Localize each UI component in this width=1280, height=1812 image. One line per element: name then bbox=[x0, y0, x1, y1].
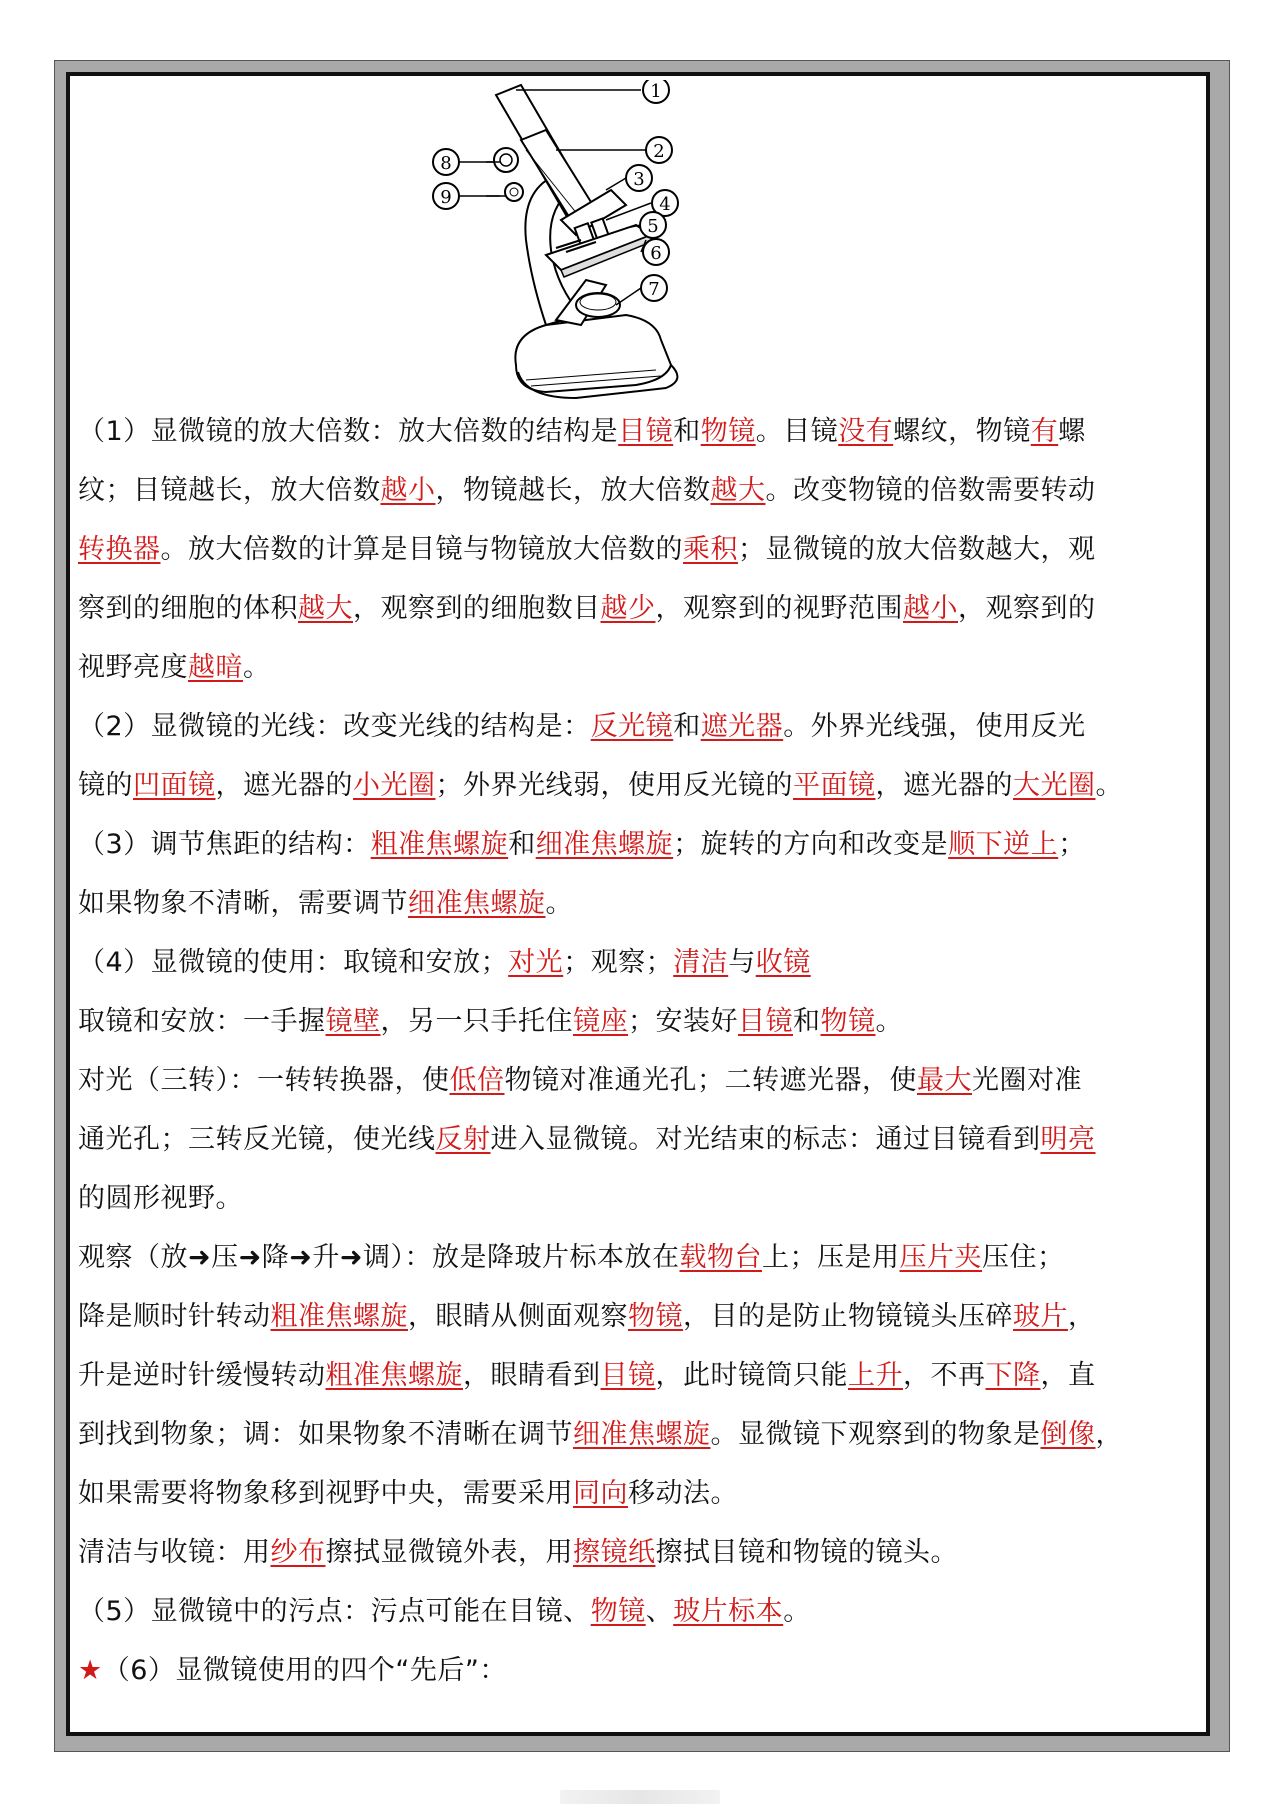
body-text: （6）显微镜使用的四个“先后”： bbox=[102, 1655, 507, 1686]
label-6 bbox=[643, 239, 669, 265]
body-text: 螺纹，物镜 bbox=[893, 416, 1031, 447]
section-3-line-1 bbox=[78, 815, 1206, 874]
answer-text: 反光镜 bbox=[590, 711, 674, 742]
answer-text: 对光 bbox=[508, 947, 564, 978]
section-2-line-2 bbox=[78, 756, 1206, 815]
body-text: ，此时镜筒只能 bbox=[655, 1360, 848, 1391]
answer-text: 粗准焦螺旋 bbox=[270, 1301, 408, 1332]
answer-text: 收镜 bbox=[755, 947, 811, 978]
body-text: 镜的 bbox=[78, 770, 133, 801]
microscope-diagram bbox=[486, 80, 786, 410]
body-text: ，遮光器的 bbox=[875, 770, 1013, 801]
body-text: 。外界光线强，使用反光 bbox=[783, 711, 1086, 742]
section-4-line-9 bbox=[78, 1405, 1206, 1464]
answer-text: 镜座 bbox=[573, 1006, 628, 1037]
answer-text: 玻片 bbox=[1013, 1301, 1068, 1332]
answer-text: 纱布 bbox=[270, 1537, 326, 1568]
body-text: ；观察； bbox=[563, 947, 674, 978]
label-2 bbox=[646, 137, 672, 163]
answer-text: 平面镜 bbox=[793, 770, 876, 801]
body-text: 的圆形视野。 bbox=[78, 1183, 243, 1214]
section-4-line-6 bbox=[78, 1228, 1206, 1287]
body-text: 光圈对准 bbox=[972, 1065, 1082, 1096]
body-text: 通光孔；三转反光镜，使光线 bbox=[78, 1124, 436, 1155]
body-text: 降是顺时针转动 bbox=[78, 1301, 271, 1332]
body-text: ， bbox=[1095, 1419, 1123, 1450]
answer-text: 同向 bbox=[573, 1478, 628, 1509]
section-4-line-10 bbox=[78, 1464, 1206, 1523]
body-text: ；安装好 bbox=[628, 1006, 738, 1037]
answer-text: 最大 bbox=[917, 1065, 972, 1096]
answer-text: 物镜 bbox=[590, 1596, 646, 1627]
label-7 bbox=[641, 275, 667, 301]
answer-text: 镜壁 bbox=[325, 1006, 381, 1037]
body-text: 如果需要将物象移到视野中央，需要采用 bbox=[78, 1478, 573, 1509]
body-text: 擦拭显微镜外表，用 bbox=[325, 1537, 573, 1568]
answer-text: 细准焦螺旋 bbox=[535, 829, 674, 860]
section-1-line-5 bbox=[78, 638, 1206, 697]
body-text: ，遮光器的 bbox=[215, 770, 353, 801]
body-text: 和 bbox=[673, 711, 701, 742]
body-text: 升是逆时针缓慢转动 bbox=[78, 1360, 326, 1391]
answer-text: 凹面镜 bbox=[133, 770, 216, 801]
answer-text: 细准焦螺旋 bbox=[408, 888, 546, 919]
body-text: ；显微镜的放大倍数越大，观 bbox=[738, 534, 1096, 565]
body-text: 上；压是用 bbox=[762, 1242, 900, 1273]
body-text: 移动法。 bbox=[628, 1478, 738, 1509]
answer-text: 大光圈 bbox=[1013, 770, 1096, 801]
body-text: ，眼睛看到 bbox=[463, 1360, 601, 1391]
body-text: 观察（放➜压➜降➜升➜调）：放是降玻片标本放在 bbox=[78, 1242, 680, 1273]
svg-text:1: 1 bbox=[650, 81, 662, 102]
body-text: ， bbox=[1068, 1301, 1096, 1332]
body-text: ；外界光线弱，使用反光镜的 bbox=[435, 770, 793, 801]
body-text: 如果物象不清晰，需要调节 bbox=[78, 888, 408, 919]
answer-text: 越暗 bbox=[188, 652, 243, 683]
answer-text: 细准焦螺旋 bbox=[573, 1419, 711, 1450]
star-icon: ★ bbox=[78, 1655, 103, 1686]
body-text: 到找到物象；调：如果物象不清晰在调节 bbox=[78, 1419, 573, 1450]
answer-text: 反射 bbox=[435, 1124, 491, 1155]
answer-text: 载物台 bbox=[679, 1242, 762, 1273]
answer-text: 有 bbox=[1030, 416, 1059, 447]
svg-text:3: 3 bbox=[633, 169, 645, 190]
answer-text: 物镜 bbox=[820, 1006, 876, 1037]
answer-text: 越少 bbox=[600, 593, 656, 624]
answer-text: 压片夹 bbox=[899, 1242, 982, 1273]
body-text: ，直 bbox=[1040, 1360, 1096, 1391]
answer-text: 遮光器 bbox=[700, 711, 784, 742]
body-text: ，目的是防止物镜镜头压碎 bbox=[683, 1301, 1013, 1332]
answer-text: 清洁 bbox=[673, 947, 729, 978]
body-text: 。 bbox=[875, 1006, 903, 1037]
body-text: 察到的细胞的体积 bbox=[78, 593, 298, 624]
body-text: ，观察到的 bbox=[958, 593, 1096, 624]
body-text: ，观察到的细胞数目 bbox=[353, 593, 601, 624]
svg-text:9: 9 bbox=[440, 187, 452, 208]
body-text: 、 bbox=[645, 1596, 674, 1627]
answer-text: 粗准焦螺旋 bbox=[325, 1360, 463, 1391]
body-text: 物镜对准通光孔；二转遮光器，使 bbox=[504, 1065, 917, 1096]
body-text: 清洁与收镜：用 bbox=[78, 1537, 271, 1568]
svg-text:7: 7 bbox=[648, 279, 660, 300]
label-8 bbox=[433, 149, 459, 175]
body-text: 。 bbox=[1095, 770, 1123, 801]
body-text: 。 bbox=[545, 888, 573, 919]
svg-text:6: 6 bbox=[650, 243, 662, 264]
body-text: 。改变物镜的倍数需要转动 bbox=[765, 475, 1096, 506]
section-4-line-7 bbox=[78, 1287, 1206, 1346]
body-text: （5）显微镜中的污点：污点可能在目镜、 bbox=[78, 1596, 591, 1627]
section-6-line-1 bbox=[78, 1641, 1206, 1700]
section-1-line-4 bbox=[78, 579, 1206, 638]
label-9 bbox=[433, 183, 459, 209]
answer-text: 目镜 bbox=[618, 416, 674, 447]
answer-text: 越大 bbox=[710, 475, 766, 506]
svg-text:5: 5 bbox=[647, 216, 659, 237]
answer-text: 顺下逆上 bbox=[948, 829, 1059, 860]
section-4-line-1 bbox=[78, 933, 1206, 992]
section-1-line-1 bbox=[78, 402, 1206, 461]
body-text: ，观察到的视野范围 bbox=[655, 593, 903, 624]
body-text: ，物镜越长，放大倍数 bbox=[435, 475, 711, 506]
answer-text: 低倍 bbox=[449, 1065, 505, 1096]
label-3 bbox=[626, 165, 652, 191]
section-4-line-2 bbox=[78, 992, 1206, 1051]
body-text: ； bbox=[1058, 829, 1086, 860]
body-text: 。目镜 bbox=[755, 416, 839, 447]
body-text: 取镜和安放：一手握 bbox=[78, 1006, 326, 1037]
notes-body bbox=[78, 402, 1206, 1700]
body-text: 和 bbox=[673, 416, 701, 447]
page-footer-mark bbox=[560, 1790, 720, 1804]
section-5-line-1 bbox=[78, 1582, 1206, 1641]
label-5 bbox=[640, 212, 666, 238]
body-text: 压住； bbox=[982, 1242, 1065, 1273]
body-text: 和 bbox=[508, 829, 536, 860]
body-text: （1）显微镜的放大倍数：放大倍数的结构是 bbox=[78, 416, 619, 447]
answer-text: 擦镜纸 bbox=[573, 1537, 656, 1568]
section-4-line-4 bbox=[78, 1110, 1206, 1169]
section-1-line-2 bbox=[78, 461, 1206, 520]
answer-text: 越大 bbox=[298, 593, 353, 624]
svg-text:2: 2 bbox=[653, 141, 665, 162]
answer-text: 上升 bbox=[848, 1360, 903, 1391]
section-4-line-11 bbox=[78, 1523, 1206, 1582]
answer-text: 明亮 bbox=[1040, 1124, 1096, 1155]
section-4-line-3 bbox=[78, 1051, 1206, 1110]
answer-text: 下降 bbox=[985, 1360, 1041, 1391]
body-text: ，另一只手托住 bbox=[380, 1006, 573, 1037]
section-4-line-8 bbox=[78, 1346, 1206, 1405]
svg-text:8: 8 bbox=[440, 153, 452, 174]
answer-text: 物镜 bbox=[628, 1301, 683, 1332]
body-text: 和 bbox=[793, 1006, 821, 1037]
answer-text: 粗准焦螺旋 bbox=[370, 829, 509, 860]
answer-text: 乘积 bbox=[683, 534, 738, 565]
body-text: （3）调节焦距的结构： bbox=[78, 829, 371, 860]
body-text: 进入显微镜。对光结束的标志：通过目镜看到 bbox=[490, 1124, 1041, 1155]
answer-text: 没有 bbox=[838, 416, 894, 447]
answer-text: 倒像 bbox=[1040, 1419, 1096, 1450]
answer-text: 越小 bbox=[903, 593, 958, 624]
body-text: 对光（三转）：一转转换器，使 bbox=[78, 1065, 450, 1096]
body-text: 与 bbox=[728, 947, 756, 978]
microscope-diagram-left-labels bbox=[430, 146, 500, 226]
answer-text: 目镜 bbox=[738, 1006, 793, 1037]
body-text: 纹；目镜越长，放大倍数 bbox=[78, 475, 381, 506]
answer-text: 越小 bbox=[380, 475, 436, 506]
answer-text: 小光圈 bbox=[353, 770, 436, 801]
body-text: 。放大倍数的计算是目镜与物镜放大倍数的 bbox=[160, 534, 683, 565]
section-2-line-1 bbox=[78, 697, 1206, 756]
section-4-line-5 bbox=[78, 1169, 1206, 1228]
answer-text: 目镜 bbox=[600, 1360, 656, 1391]
body-text: 擦拭目镜和物镜的镜头。 bbox=[655, 1537, 958, 1568]
body-text: （2）显微镜的光线：改变光线的结构是： bbox=[78, 711, 591, 742]
label-1 bbox=[643, 80, 669, 103]
answer-text: 转换器 bbox=[78, 534, 161, 565]
body-text: ；旋转的方向和改变是 bbox=[673, 829, 949, 860]
section-1-line-3 bbox=[78, 520, 1206, 579]
section-3-line-2 bbox=[78, 874, 1206, 933]
body-text: 。 bbox=[243, 652, 271, 683]
body-text: 螺 bbox=[1058, 416, 1086, 447]
answer-text: 物镜 bbox=[700, 416, 756, 447]
body-text: （4）显微镜的使用：取镜和安放； bbox=[78, 947, 509, 978]
body-text: 视野亮度 bbox=[78, 652, 188, 683]
body-text: ，眼睛从侧面观察 bbox=[408, 1301, 628, 1332]
body-text: 。显微镜下观察到的物象是 bbox=[710, 1419, 1041, 1450]
svg-text:4: 4 bbox=[659, 194, 671, 215]
answer-text: 玻片标本 bbox=[673, 1596, 784, 1627]
body-text: 。 bbox=[783, 1596, 811, 1627]
body-text: ，不再 bbox=[903, 1360, 986, 1391]
